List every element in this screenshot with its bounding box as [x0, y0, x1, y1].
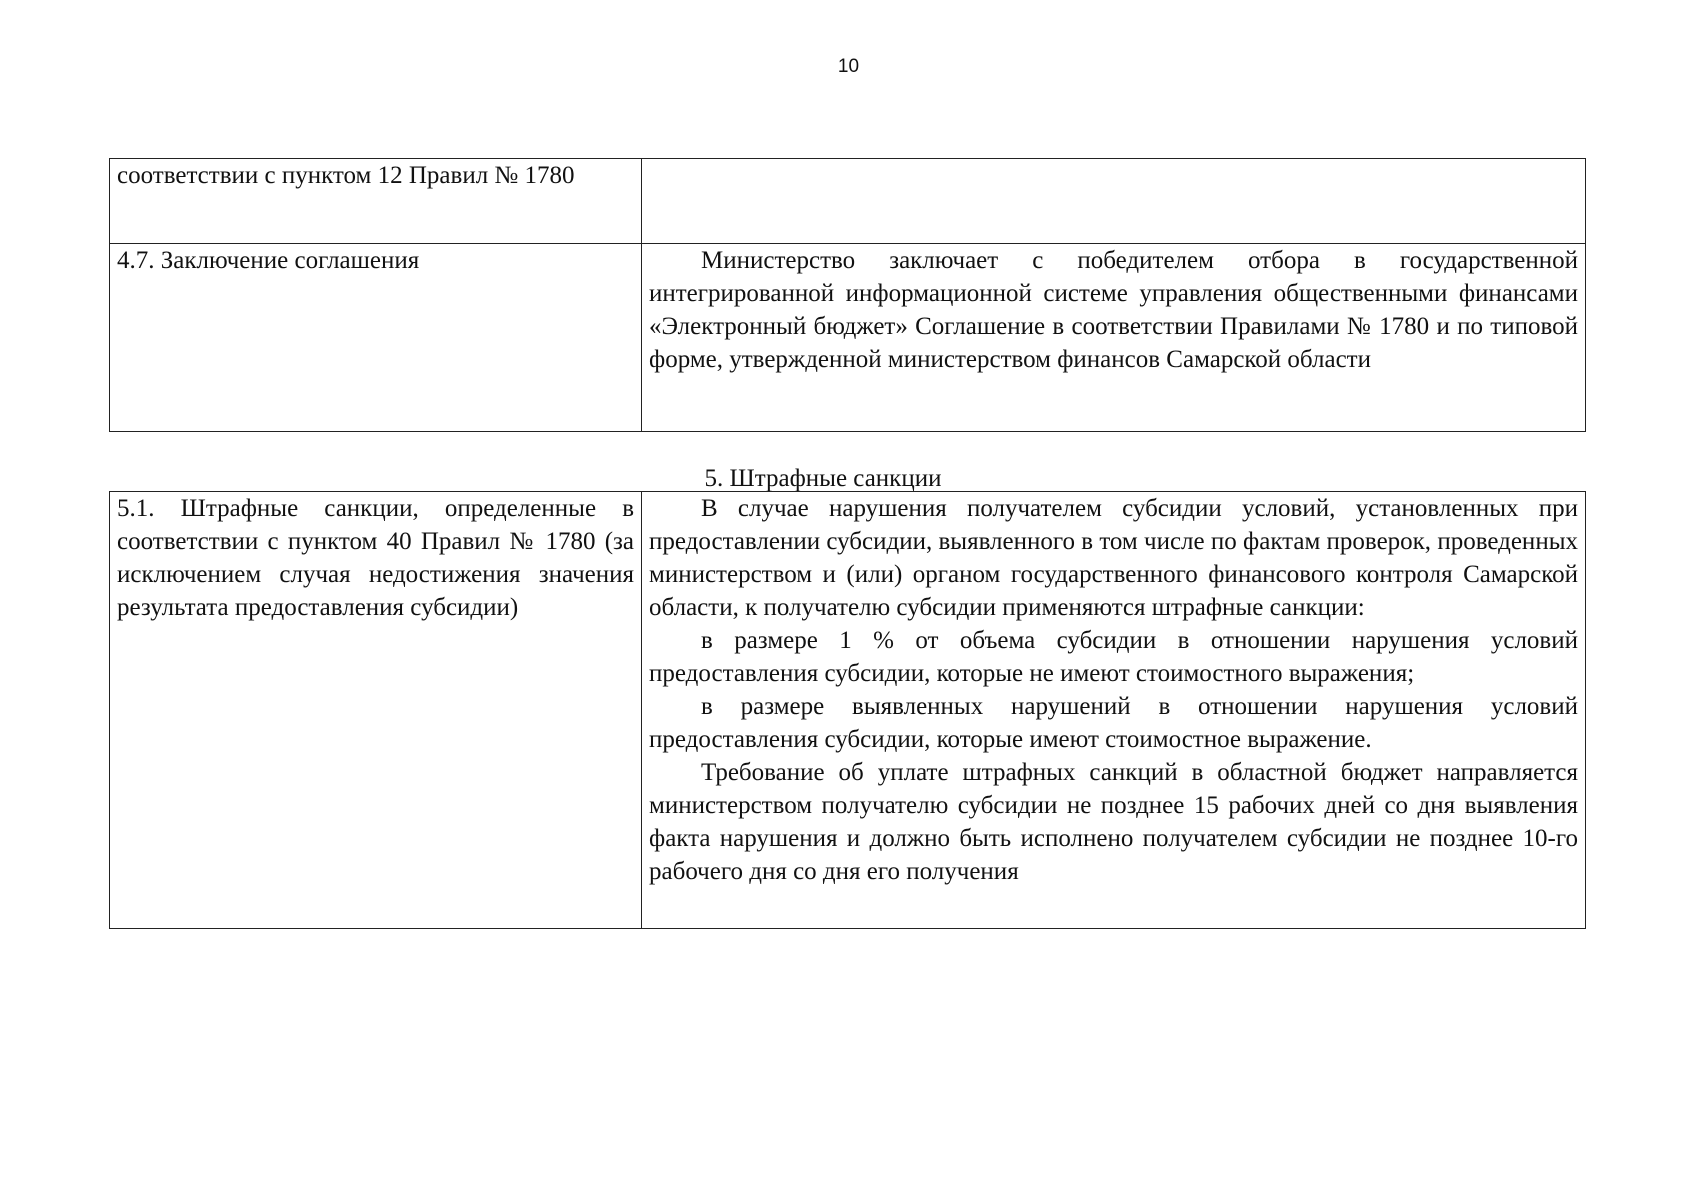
cell-paragraph: Министерство заключает с победителем отбора в государственной интегрированной информационной системе управления общественными финансами «Электронный бюджет» Соглашение в соответствии Правилами № 1780 и по типовой форме, утвержденной министерством финансов Самарской области — [649, 247, 1578, 373]
cell-text: 5.1. Штрафные санкции, определенные в соответствии с пунктом 40 Правил № 1780 (за исключением случая недостижения значения результата предоставления субсидии) — [117, 495, 634, 621]
criteria-table-continued — [109, 158, 1586, 432]
table-cell-right — [642, 159, 1586, 244]
table-cell-left — [110, 492, 642, 929]
page-number: 10 — [837, 56, 860, 77]
cell-text: 4.7. Заключение соглашения — [117, 247, 420, 274]
cell-paragraph: В случае нарушения получателем субсидии условий, установленных при предоставлении субсидии, выявленного в том числе по фактам проверок, проведенных министерством и (или) органом государственного финансового контроля Самарской области, к получателю субсидии применяются штрафные санкции: — [649, 495, 1578, 621]
penalties-table — [109, 491, 1586, 929]
table-cell-left — [110, 159, 642, 244]
cell-text: соответствии с пунктом 12 Правил № 1780 — [117, 162, 575, 189]
table-cell-right — [642, 492, 1586, 929]
table-cell-left — [110, 244, 642, 432]
cell-paragraph: в размере выявленных нарушений в отношении нарушения условий предоставления субсидии, которые имеют стоимостное выражение. — [649, 693, 1578, 753]
section-heading — [109, 464, 1585, 494]
cell-paragraph: Требование об уплате штрафных санкций в областной бюджет направляется министерством получателю субсидии не позднее 15 рабочих дней со дня выявления факта нарушения и должно быть исполнено получателем субсидии не позднее 10-го рабочего дня со дня его получения — [649, 759, 1578, 885]
cell-paragraph: в размере 1 % от объема субсидии в отношении нарушения условий предоставления субсидии, которые не имеют стоимостного выражения; — [649, 627, 1578, 687]
section-heading-text: 5. Штрафные санкции — [704, 465, 942, 492]
table-row — [110, 492, 1586, 929]
table-cell-right — [642, 244, 1586, 432]
table-row — [110, 159, 1586, 244]
table-row — [110, 244, 1586, 432]
